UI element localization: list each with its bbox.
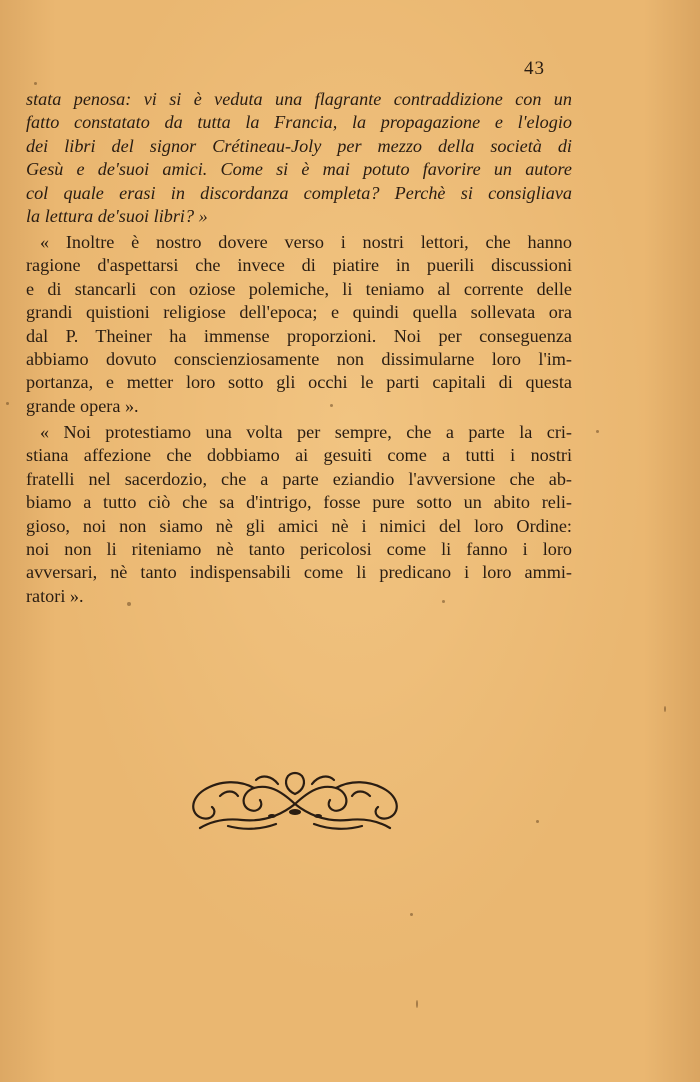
text-line: biamo a tutto ciò che sa d'intrigo, fosse pure sotto un abito reli- <box>26 492 572 513</box>
text-line: Gesù e de'suoi amici. Come si è mai potuto favorire un autore <box>26 159 572 180</box>
paper-speck <box>410 913 413 916</box>
paper-speck <box>330 404 333 407</box>
text-line: fatto constatato da tutta la Francia, la propagazione e l'elogio <box>26 112 572 133</box>
text-line: la lettura de'suoi libri? » <box>26 205 208 226</box>
paper-speck <box>536 820 539 823</box>
paper-speck <box>127 602 131 606</box>
paragraph-quote-end <box>26 88 572 228</box>
text-line: ratori ». <box>26 585 84 606</box>
paper-speck <box>664 706 666 712</box>
floral-tailpiece-icon <box>180 770 410 840</box>
text-line: « Noi protestiamo una volta per sempre, che a parte la cri- <box>40 422 572 442</box>
text-line: gioso, noi non siamo nè gli amici nè i nimici del loro Ordine: <box>26 515 572 536</box>
text-line: abbiamo dovuto conscienziosamente non dissimularne loro l'im- <box>26 348 572 369</box>
text-line: stata penosa: vi si è veduta una flagrante contraddizione con un <box>26 89 572 109</box>
text-line: grande opera ». <box>26 395 139 416</box>
text-line: avversari, nè tanto indispensabili come li predicano i loro ammi- <box>26 562 572 583</box>
text-line: portanza, e metter loro sotto gli occhi le parti capitali di questa <box>26 372 572 393</box>
paper-speck <box>442 600 445 603</box>
text-line: dal P. Theiner ha immense proporzioni. Noi per conseguenza <box>26 325 572 346</box>
text-line: col quale erasi in discordanza completa? Perchè si consigliava <box>26 182 572 203</box>
paragraph-inoltre <box>26 231 572 418</box>
text-line: grandi quistioni religiose dell'epoca; e quindi quella sollevata ora <box>26 302 572 323</box>
text-line: fratelli nel sacerdozio, che a parte eziandio l'avversione che ab- <box>26 468 572 489</box>
paper-speck <box>596 430 599 433</box>
text-line: « Inoltre è nostro dovere verso i nostri lettori, che hanno <box>40 232 572 252</box>
page-number: 43 <box>524 58 545 79</box>
text-line: noi non li riteniamo nè tanto pericolosi come li fanno i loro <box>26 538 572 559</box>
paragraph-protestiamo <box>26 421 572 608</box>
text-line: e di stancarli con oziose polemiche, li teniamo al corrente delle <box>26 278 572 299</box>
text-line: ragione d'aspettarsi che invece di piatire in puerili discussioni <box>26 255 572 276</box>
paper-speck <box>6 402 9 405</box>
paper-speck <box>416 1000 418 1008</box>
text-line: stiana affezione che dobbiamo ai gesuiti come a tutti i nostri <box>26 445 572 466</box>
paper-speck <box>34 82 37 85</box>
text-line: dei libri del signor Crétineau-Joly per mezzo della società di <box>26 135 572 156</box>
